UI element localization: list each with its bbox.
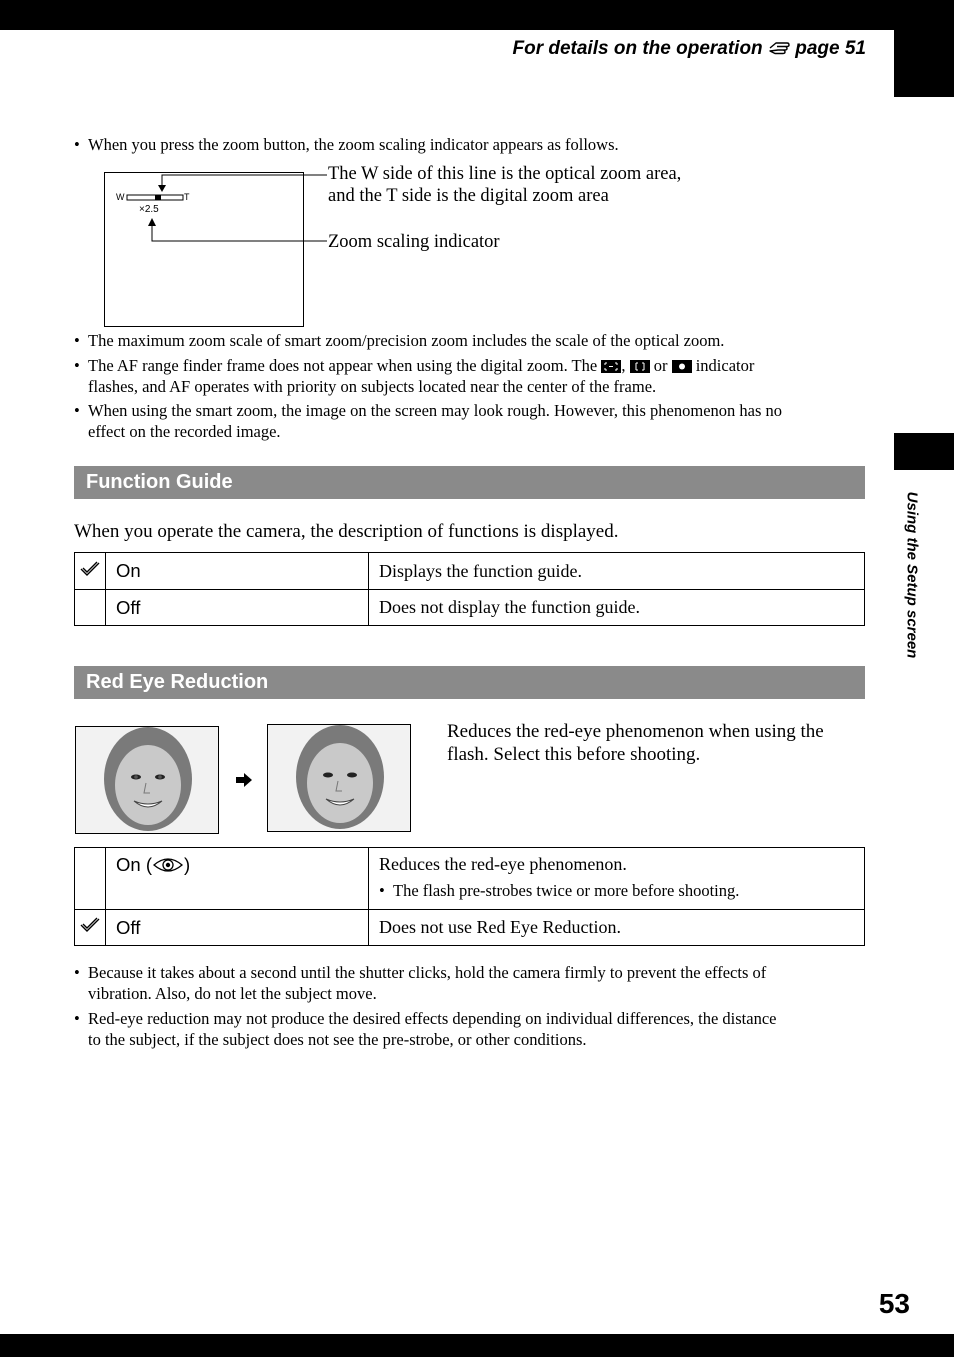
zoom-scale-readout: ×2.5: [139, 204, 159, 215]
check-icon: [79, 916, 101, 934]
bullet-dot: •: [74, 331, 80, 350]
callout-line-boundary: [162, 175, 327, 185]
bottom-black-bar: [0, 1334, 954, 1357]
bullet-dot: •: [74, 356, 80, 375]
default-marker-cell: [75, 553, 106, 590]
red-eye-description-line-2: flash. Select this before shooting.: [447, 744, 701, 765]
option-description-text: Reduces the red-eye phenomenon.: [379, 854, 627, 874]
zoom-note-2-text-a: The AF range finder frame does not appear when using the digital zoom. The: [88, 356, 598, 375]
zoom-note-2: • The AF range finder frame does not appear when using the digital zoom. The , or indicator flashes, and AF operates with priority on subjects located near the center of the frame.: [74, 356, 755, 396]
option-label: [106, 848, 369, 910]
zoom-t-label: T: [184, 192, 190, 202]
bullet-dot: •: [74, 401, 80, 420]
arrow-down-icon: [158, 185, 166, 192]
red-eye-note-2: [74, 1008, 878, 1050]
bullet-dot: •: [74, 1009, 80, 1028]
zoom-note-1-text: The maximum zoom scale of smart zoom/precision zoom includes the scale of the optical zoom.: [88, 331, 725, 350]
arrow-right-icon: [234, 772, 254, 793]
function-guide-intro: When you operate the camera, the description of functions is displayed.: [74, 521, 619, 542]
option-label-end: ): [183, 854, 191, 875]
check-icon: [79, 560, 101, 578]
zoom-intro-text: When you press the zoom button, the zoom scaling indicator appears as follows.: [88, 135, 619, 154]
zoom-diagram-lines: [104, 160, 334, 250]
zoom-note-3: [74, 400, 878, 442]
zoom-note-3-text-a: When using the smart zoom, the image on the screen may look rough. However, this phenomenon has no: [88, 401, 783, 420]
zoom-w-label: W: [116, 192, 125, 202]
zoom-bar-marker: [155, 195, 161, 200]
option-description: Does not use Red Eye Reduction.: [369, 910, 865, 946]
table-row[interactable]: [75, 590, 865, 626]
zoom-callout-line: [328, 163, 748, 207]
red-eye-description: [447, 720, 867, 766]
option-label: On: [106, 553, 369, 590]
option-description: Does not display the function guide.: [369, 590, 865, 626]
side-tab-block: [894, 433, 954, 470]
option-description: Displays the function guide.: [369, 553, 865, 590]
table-row[interactable]: [75, 553, 865, 590]
af-center-icon: [630, 360, 650, 373]
default-marker-cell: [75, 590, 106, 626]
pointing-hand-icon: [768, 39, 790, 63]
default-marker-cell: [75, 848, 106, 910]
zoom-note-2-or: or: [653, 356, 668, 375]
red-eye-note-2-text-a: Red-eye reduction may not produce the desired effects depending on individual differences, the distance: [88, 1009, 777, 1028]
arrow-up-icon: [148, 218, 156, 226]
af-wide-icon: [601, 360, 621, 373]
option-label: Off: [106, 910, 369, 946]
red-eye-description-line-1: Reduces the red-eye phenomenon when using the: [447, 721, 824, 742]
section-title-red-eye-reduction: Red Eye Reduction: [74, 666, 865, 699]
option-subnote: [379, 881, 864, 901]
function-guide-table: [74, 552, 865, 626]
option-description: [369, 848, 865, 910]
option-label-text: On (: [116, 854, 152, 875]
red-eye-note-2-text-b: to the subject, if the subject does not see the pre-strobe, or other conditions.: [88, 1030, 587, 1049]
red-eye-before-photo: [75, 726, 219, 834]
zoom-callout-indicator: Zoom scaling indicator: [328, 232, 500, 252]
page-header: [500, 38, 866, 63]
bullet-dot: •: [74, 963, 80, 982]
callout-line-indicator: [152, 226, 327, 241]
corner-tab-block: [894, 30, 954, 97]
page-number: 53: [878, 1288, 910, 1319]
zoom-note-1: [74, 330, 878, 351]
af-spot-icon: [672, 360, 692, 373]
header-text: For details on the operation: [512, 38, 763, 59]
zoom-callout-line-1: The W side of this line is the optical zoom area,: [328, 164, 682, 184]
zoom-note-2-text-c: flashes, and AF operates with priority on subjects located near the center of the frame.: [88, 377, 657, 396]
top-black-bar: [0, 0, 954, 30]
table-row[interactable]: [75, 910, 865, 946]
bullet-dot: •: [379, 881, 385, 900]
header-page-ref: page 51: [795, 38, 866, 59]
section-title-function-guide: Function Guide: [74, 466, 865, 499]
bullet-dot: •: [74, 135, 80, 154]
red-eye-note-1: [74, 962, 878, 1004]
option-label: Off: [106, 590, 369, 626]
option-subnote-text: The flash pre-strobes twice or more before shooting.: [393, 881, 740, 900]
default-marker-cell: [75, 910, 106, 946]
red-eye-table: [74, 847, 865, 946]
zoom-intro: [74, 134, 878, 155]
zoom-note-2-text-b: indicator: [695, 356, 755, 375]
table-row[interactable]: [75, 848, 865, 910]
red-eye-after-photo: [267, 724, 411, 832]
red-eye-note-1-text-a: Because it takes about a second until the shutter clicks, hold the camera firmly to prevent the effects of: [88, 963, 767, 982]
red-eye-icon: [152, 855, 184, 880]
zoom-note-3-text-b: effect on the recorded image.: [88, 422, 281, 441]
red-eye-note-1-text-b: vibration. Also, do not let the subject move.: [88, 984, 377, 1003]
zoom-callout-line-2: and the T side is the digital zoom area: [328, 186, 609, 206]
